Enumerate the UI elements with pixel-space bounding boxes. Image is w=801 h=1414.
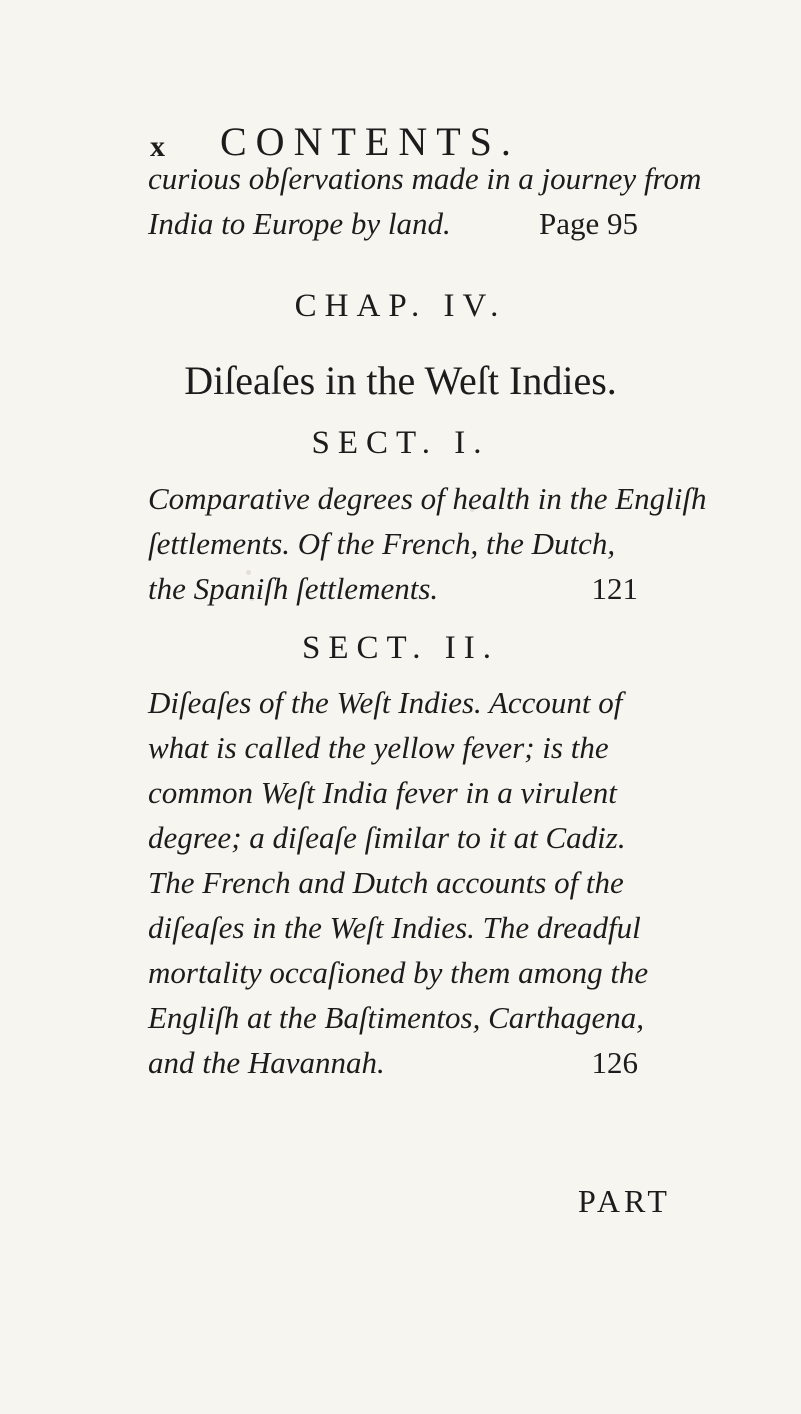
entry-line: degree; a diſeaſe ſimilar to it at Cadiz. (148, 820, 626, 855)
entry-line-text: and the Havannah. (148, 1045, 385, 1080)
page-reference: Page 95 (538, 206, 638, 241)
entry-line (148, 566, 638, 611)
entry-line (148, 1040, 638, 1085)
catchword: PART (578, 1183, 671, 1219)
chapter-heading: CHAP. IV. (294, 288, 507, 324)
entry-line-text: the Spaniſh ſettlements. (148, 571, 439, 606)
entry-line: Diſeaſes of the Weſt Indies. Account of (148, 685, 623, 720)
page-reference: 126 (591, 1045, 638, 1080)
entry-line: The French and Dutch accounts of the (148, 865, 624, 900)
entry-line: ſettlements. Of the French, the Dutch, (148, 526, 616, 561)
section-summary (148, 476, 707, 611)
page-reference: 121 (591, 571, 638, 606)
running-head: CONTENTS. (220, 119, 520, 164)
chapter-title: Diſeaſes in the Weſt Indies. (184, 358, 617, 403)
contents-entry-previous (148, 156, 702, 246)
entry-line: common Weſt India fever in a virulent (148, 775, 617, 810)
section-summary (148, 680, 649, 1085)
entry-line: what is called the yellow fever; is the (148, 730, 609, 765)
section-heading: SECT. I. (311, 425, 490, 461)
entry-line: Engliſh at the Baſtimentos, Carthagena, (148, 1000, 644, 1035)
entry-line: curious obſervations made in a journey from (148, 161, 702, 196)
section-heading: SECT. II. (302, 630, 499, 666)
entry-line: Comparative degrees of health in the Engliſh (148, 481, 707, 516)
entry-line-text: India to Europe by land. (148, 206, 451, 241)
entry-line: diſeaſes in the Weſt Indies. The dreadful (148, 910, 641, 945)
entry-line: mortality occaſioned by them among the (148, 955, 649, 990)
entry-line (148, 201, 638, 246)
page-number: x (150, 130, 165, 163)
